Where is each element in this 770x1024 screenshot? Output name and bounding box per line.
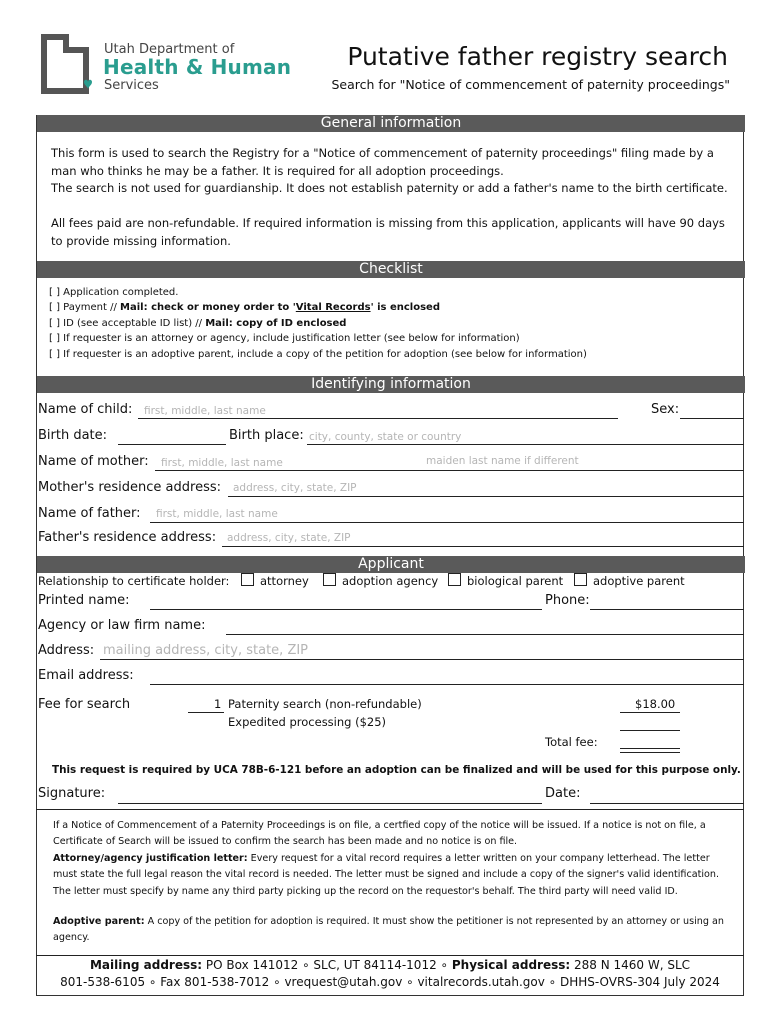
phone-label: Phone: <box>545 593 590 608</box>
checklist-item-payment[interactable] <box>49 300 440 316</box>
father-name-label: Name of father: <box>38 506 141 521</box>
utah-state-icon <box>40 34 96 94</box>
agency-name-field[interactable] <box>226 634 744 635</box>
mother-address-placeholder: address, city, state, ZIP <box>233 482 357 494</box>
org-name-line3: Services <box>104 78 159 93</box>
checklist-payment-bold1: Mail: check or money order to ' <box>120 302 296 313</box>
checklist-id-text: [ ] ID (see acceptable ID list) // <box>49 318 206 329</box>
mother-name-field[interactable] <box>155 470 744 471</box>
email-field[interactable] <box>150 684 744 685</box>
biological-parent-checkbox[interactable] <box>448 573 461 586</box>
agency-name-label: Agency or law firm name: <box>38 618 206 633</box>
checklist-heading: Checklist <box>37 261 745 278</box>
attorney-letter-heading: Attorney/agency justification letter: <box>53 853 248 864</box>
identifying-info-heading: Identifying information <box>37 376 745 393</box>
applicant-heading: Applicant <box>37 556 745 573</box>
vital-records-link[interactable]: Vital Records <box>295 302 371 313</box>
fee-quantity-field[interactable] <box>188 712 224 713</box>
fee-item-expedited: Expedited processing ($25) <box>228 715 387 729</box>
total-fee-label: Total fee: <box>545 735 598 749</box>
birth-place-field[interactable] <box>307 444 744 445</box>
general-info-heading: General information <box>37 115 745 132</box>
fee-item-paternity-search: Paternity search (non-refundable) <box>228 697 422 711</box>
total-fee-field[interactable] <box>620 748 680 753</box>
address-placeholder: mailing address, city, state, ZIP <box>103 643 309 658</box>
checklist-item-adoptive[interactable]: [ ] If requester is an adoptive parent, include a copy of the petition for adoption (see below for information) <box>49 349 587 360</box>
adoptive-parent-heading: Adoptive parent: <box>53 916 145 927</box>
physical-address-label: Physical address: <box>451 958 571 972</box>
checklist-id-bold: Mail: copy of ID enclosed <box>205 318 347 329</box>
attorney-checkbox[interactable] <box>241 573 254 586</box>
date-label: Date: <box>545 786 581 801</box>
sex-field[interactable] <box>680 418 744 419</box>
general-info-para3: All fees paid are non-refundable. If required information is missing from this application, applicants will have 90 days to provide missing information. <box>51 216 725 248</box>
checklist-payment-bold2: ' is enclosed <box>370 302 440 313</box>
expedited-amount-field[interactable] <box>620 730 680 731</box>
child-name-placeholder: first, middle, last name <box>144 405 266 417</box>
father-address-placeholder: address, city, state, ZIP <box>227 532 351 544</box>
adoption-agency-checkbox[interactable] <box>323 573 336 586</box>
sex-label: Sex: <box>651 402 680 417</box>
birth-date-label: Birth date: <box>38 428 108 443</box>
date-field[interactable] <box>590 803 744 804</box>
relationship-label: Relationship to certificate holder: <box>38 574 230 588</box>
attorney-option-label: attorney <box>260 574 309 588</box>
footer-contact-line: 801-538-6105 ∘ Fax 801-538-7012 ∘ vrequest@utah.gov ∘ vitalrecords.utah.gov ∘ DHHS-OVRS-304 July 2024 <box>60 975 720 989</box>
adoptive-parent-option-label: adoptive parent <box>593 574 685 588</box>
mother-address-label: Mother's residence address: <box>38 480 221 495</box>
notes-para1: If a Notice of Commencement of a Paternity Proceedings is on file, a certfied copy of the notice will be issued. If a notice is not on file, a Certificate of Search will be issued to confirm the search has been made and no notice is on file. <box>53 820 706 848</box>
physical-address-value: 288 N 1460 W, SLC <box>570 958 691 972</box>
notes-attorney <box>53 851 733 900</box>
notes-adoptive <box>53 914 733 947</box>
requirement-note: This request is required by UCA 78B-6-121 before an adoption can be finalized and will be used for this purpose only. <box>52 764 741 776</box>
logo <box>40 34 300 94</box>
attorney-letter-text: Every request for a vital record requires a letter written on your company letterhead. The letter must state the full legal reason the vital record is needed. The letter must be signed and include a copy of the signer's valid identification. The letter must specify by name any third party picking up the record on the requestor's behalf. The third party will need valid ID. <box>53 853 720 897</box>
footer-divider <box>36 955 744 956</box>
mother-address-field[interactable] <box>228 496 744 497</box>
email-label: Email address: <box>38 668 134 683</box>
father-name-field[interactable] <box>150 522 744 523</box>
mailing-address-value: PO Box 141012 ∘ SLC, UT 84114-1012 ∘ <box>202 958 452 972</box>
address-field[interactable] <box>100 659 744 660</box>
footer-mailing-line <box>36 958 744 972</box>
checklist-item-application[interactable]: [ ] Application completed. <box>49 287 179 298</box>
fee-quantity[interactable]: 1 <box>214 697 222 711</box>
child-name-field[interactable] <box>138 418 618 419</box>
birth-date-field[interactable] <box>118 444 226 445</box>
fee-label: Fee for search <box>38 697 131 712</box>
adoption-agency-option-label: adoption agency <box>342 574 439 588</box>
mother-name-placeholder: first, middle, last name <box>161 457 283 469</box>
father-address-label: Father's residence address: <box>38 530 217 545</box>
general-info-para1: This form is used to search the Registry for a "Notice of commencement of paternity proceedings" filing made by a man who thinks he may be a father. It is required for all adoption proceedings. <box>51 146 714 178</box>
father-address-field[interactable] <box>222 546 744 547</box>
address-label: Address: <box>38 643 95 658</box>
applicant-divider <box>36 809 744 810</box>
father-name-placeholder: first, middle, last name <box>156 508 278 520</box>
checklist-item-attorney[interactable]: [ ] If requester is an attorney or agency, include justification letter (see below for information) <box>49 333 520 344</box>
checklist-item-id[interactable] <box>49 316 346 332</box>
birth-place-label: Birth place: <box>229 428 304 443</box>
adoptive-parent-checkbox[interactable] <box>574 573 587 586</box>
adoptive-parent-text: A copy of the petition for adoption is required. It must show the petitioner is not represented by an attorney or using an agency. <box>53 916 724 944</box>
signature-label: Signature: <box>38 786 106 801</box>
page-title: Putative father registry search <box>347 42 728 71</box>
child-name-label: Name of child: <box>38 402 133 417</box>
printed-name-field[interactable] <box>150 609 542 610</box>
org-name-line2: Health & Human <box>103 55 292 79</box>
maiden-name-placeholder: maiden last name if different <box>426 455 579 467</box>
checklist-payment-text: [ ] Payment // <box>49 302 121 313</box>
biological-parent-option-label: biological parent <box>467 574 564 588</box>
mailing-address-label: Mailing address: <box>89 958 203 972</box>
signature-field[interactable] <box>118 803 542 804</box>
birth-place-placeholder: city, county, state or country <box>309 431 462 443</box>
printed-name-label: Printed name: <box>38 593 130 608</box>
phone-field[interactable] <box>590 609 744 610</box>
page-subtitle: Search for "Notice of commencement of paternity proceedings" <box>331 77 730 92</box>
general-info-para2: The search is not used for guardianship. It does not establish paternity or add a father's name to the birth certificate. <box>51 181 728 195</box>
mother-name-label: Name of mother: <box>38 454 149 469</box>
fee-amount-line <box>620 712 680 713</box>
org-name-line1: Utah Department of <box>104 42 235 57</box>
fee-amount: $18.00 <box>635 697 676 711</box>
